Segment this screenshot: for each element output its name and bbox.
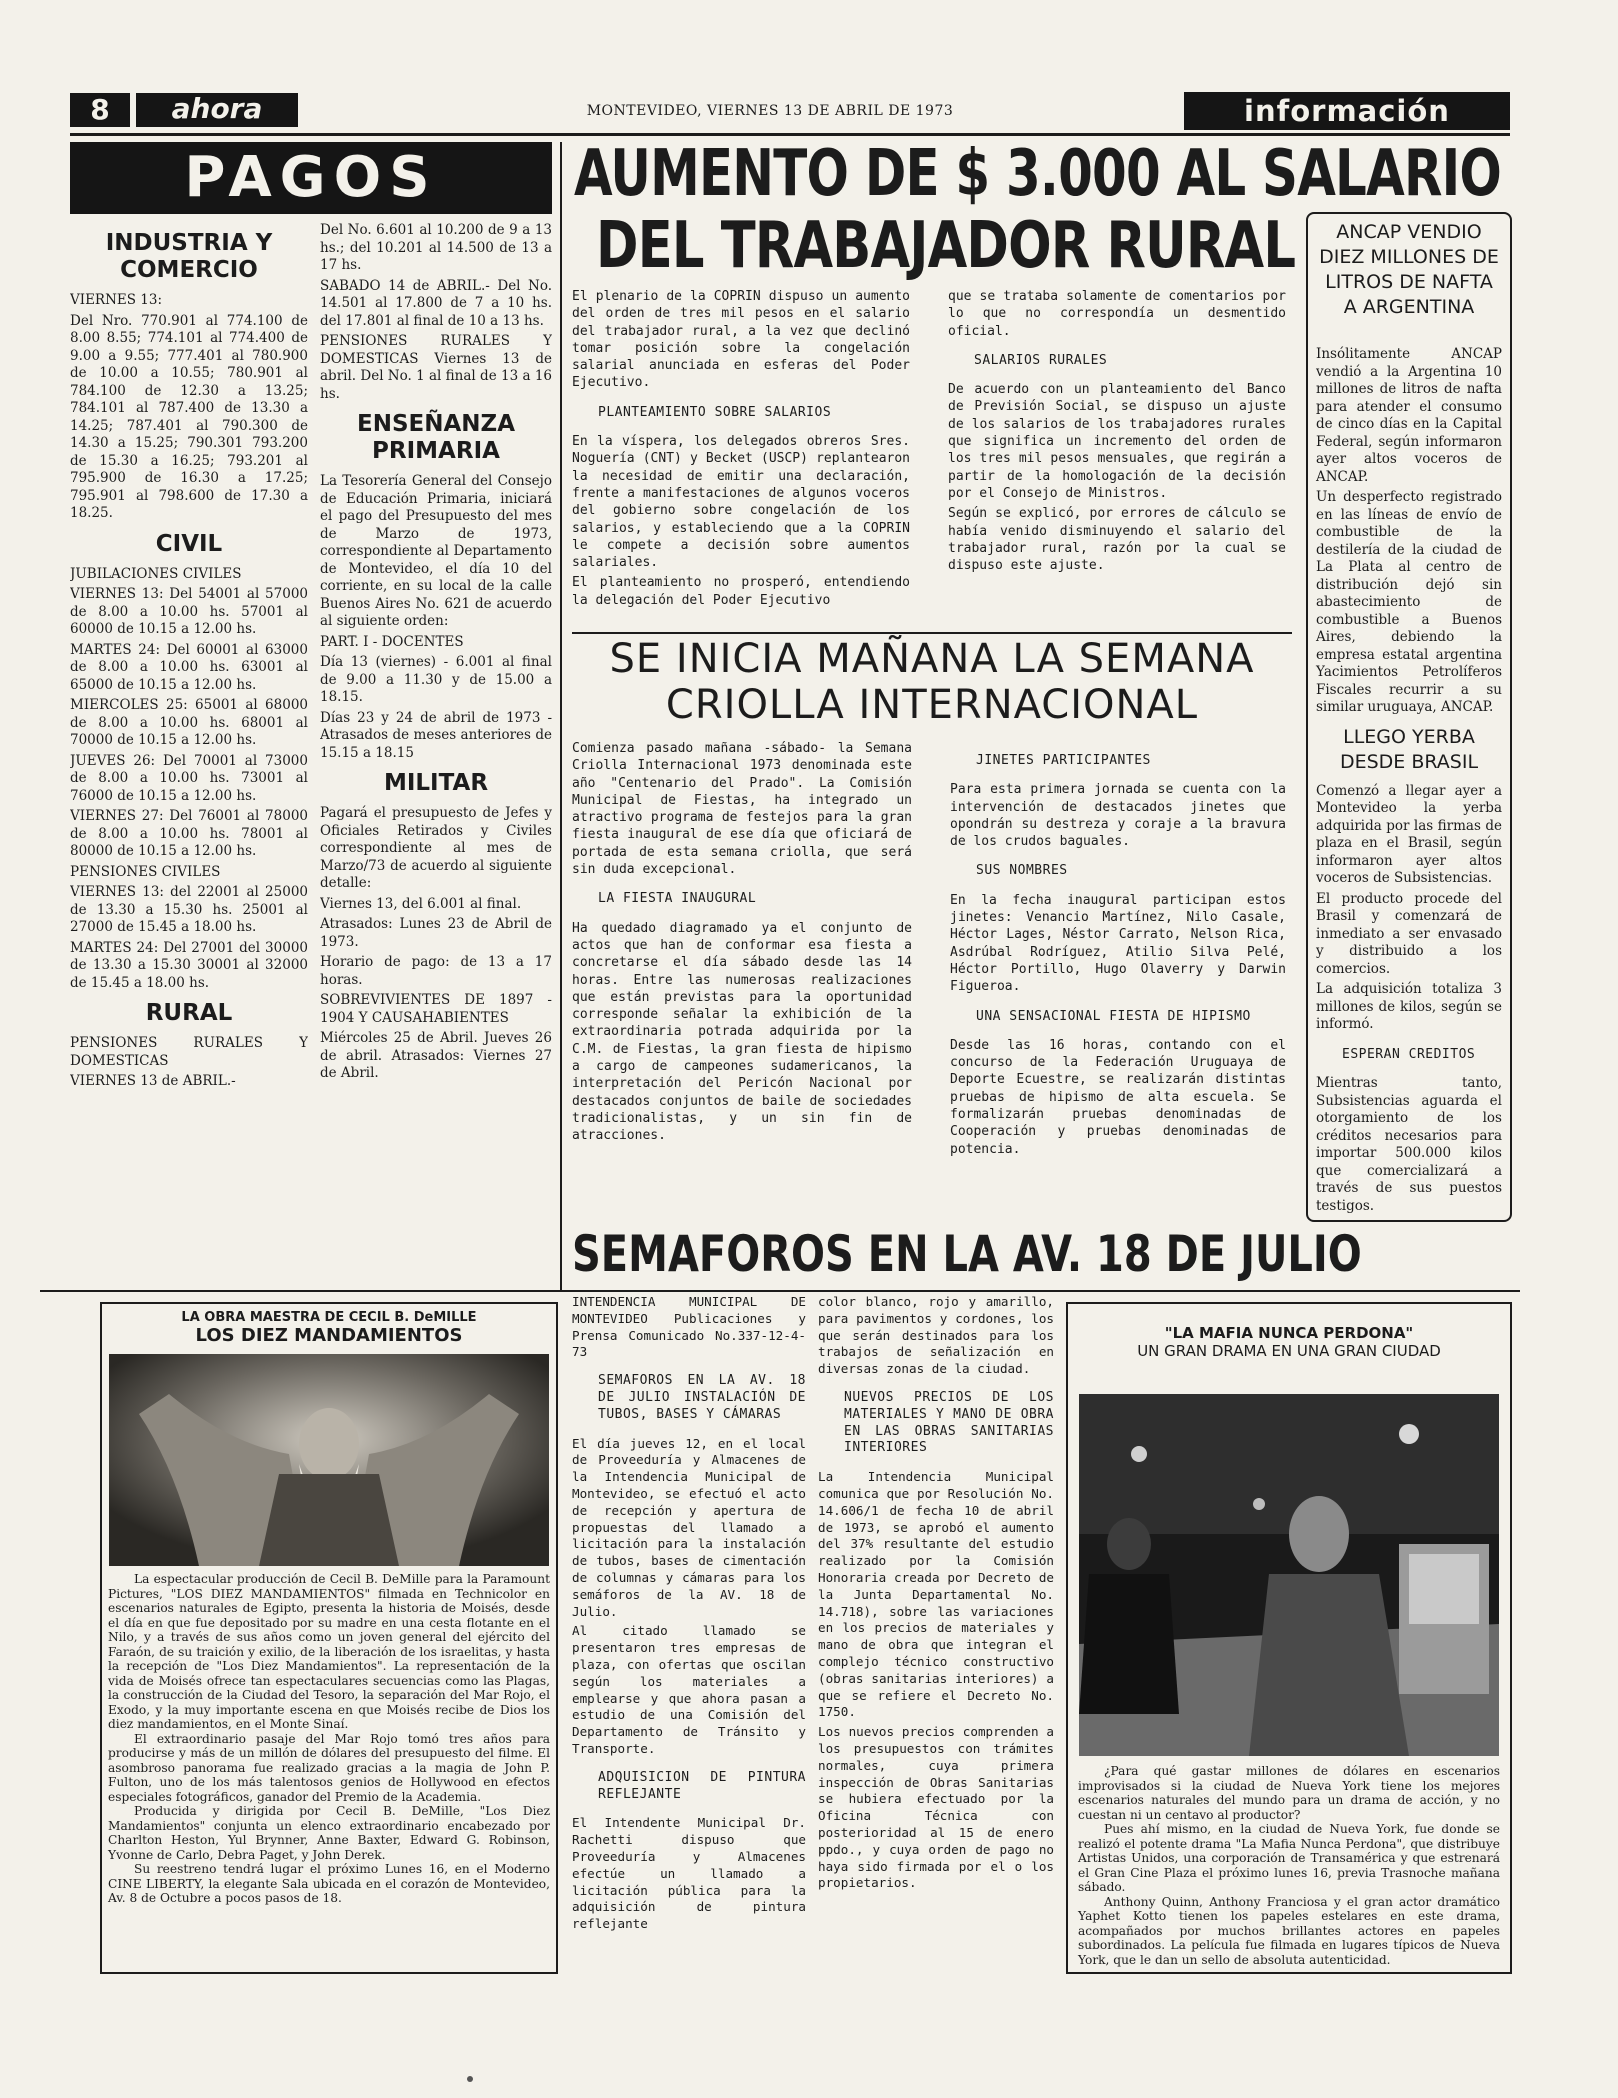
paragraph: VIERNES 27: Del 76001 al 78000 de 8.00 a 10.00 hs. 78001 al 80000 de 10.15 a 12.00 hs. [70, 808, 308, 859]
paragraph: Horario de pago: de 13 a 17 horas. [320, 954, 552, 988]
section-heading: CIVIL [155, 530, 223, 557]
subheading: PLANTEAMIENTO SOBRE SALARIOS [598, 404, 832, 420]
paragraph: color blanco, rojo y amarillo, para pavimentos y cordones, los que serán destinados para los trabajos de señalización en diversas zonas de la ciudad. [818, 1294, 1054, 1377]
section-rule [572, 632, 1292, 634]
paragraph: SOBREVIVIENTES DE 1897 - 1904 Y CAUSAHABIENTES [320, 992, 552, 1026]
caption-paragraph: Su reestreno tendrá lugar el próximo Lunes 16, en el Moderno CINE LIBERTY, la elegante Sala ubicada en el corazón de Montevideo, Av. 8 de Octubre a pocos pasos de 18. [108, 1862, 550, 1905]
caption-paragraph: Pues ahí mismo, en la ciudad de Nueva York, fue donde se realizó el potente drama "La Mafia Nunca Perdona", que distribuye Artistas Unidos, una corporación de Transamérica y que estrenará el Gran Cine Plaza el próximo lunes 16, previa Trasnoche mañana sábado. [1078, 1822, 1500, 1894]
mandamientos-box [100, 1302, 558, 1974]
paragraph: En la fecha inaugural participan estos jinetes: Venancio Martínez, Nilo Casale, Héctor Lages, Néstor Carrato, Nelson Rica, Asdrúbal Rodríguez, Atilio Silva Pelé, Héctor Portillo, Hugo Olaverry y Darwin Figueroa. [950, 892, 1286, 995]
caption-paragraph: ¿Para qué gastar millones de dólares en escenarios improvisados si la ciudad de Nueva York tiene los mejores escenarios naturales del mundo para un drama de acción, y no cuestan ni un centavo al productor? [1078, 1764, 1500, 1822]
subheading: SUS NOMBRES [976, 863, 1068, 879]
paragraph: Días 23 y 24 de abril de 1973 - Atrasados de meses anteriores de 15.15 a 18.15 [320, 709, 552, 761]
semaforos-rule [40, 1290, 1520, 1292]
caption-paragraph: Producida y dirigida por Cecil B. DeMille, "Los Diez Mandamientos" conjunta un elenco extraordinario encabezado por Charlton Heston, Yul Brynner, Anne Baxter, Edward G. Robinson, Yvonne de Carlo, Debra Paget, y John Derek. [108, 1804, 550, 1862]
paragraph: Pagará el presupuesto de Jefes y Oficiales Retirados y Civiles correspondiente al mes de Marzo/73 de acuerdo al siguiente detalle: [320, 805, 552, 891]
section-heading: ENSEÑANZA PRIMARIA [356, 411, 515, 464]
section-heading: RURAL [145, 1000, 233, 1026]
subheading: ADQUISICION DE PINTURA REFLEJANTE [598, 1769, 806, 1802]
paragraph: El Intendente Municipal Dr. Rachetti dispuso que Proveeduría y Almacenes efectúe un llamado a licitación pública para la adquisición de pintura reflejante [572, 1815, 806, 1932]
ancap-box [1306, 212, 1512, 1222]
paragraph: PART. I - DOCENTES [320, 633, 464, 650]
header-rule [70, 133, 1510, 136]
pagos-column-1 [70, 222, 308, 1286]
paragraph: VIERNES 13: Del 54001 al 57000 de 8.00 a 10.00 hs. 57001 al 60000 de 10.15 a 12.00 hs. [70, 586, 308, 637]
paragraph: MARTES 24: Del 60001 al 63000 de 8.00 a 10.00 hs. 63001 al 65000 de 10.15 a 12.00 hs. [70, 641, 308, 693]
brand-logo: ahora [136, 93, 298, 127]
section-heading: MILITAR [383, 770, 489, 796]
subheading: SALARIOS RURALES [974, 352, 1108, 368]
yerba-headline: LLEGO YERBA DESDE BRASIL [1339, 725, 1479, 773]
paragraph: El plenario de la COPRIN dispuso un aumento del orden de tres mil pesos en el salario del trabajador rural, a la vez que declinó tomar posición sobre la congelación salarial anunciada en esferas del Poder Ejecutivo. [572, 289, 910, 391]
section-heading: INDUSTRIA Y COMERCIO [105, 230, 273, 283]
paragraph: Día 13 (viernes) - 6.001 al final de 9.00 a 11.30 y de 15.00 a 18.15. [320, 654, 552, 705]
paragraph: JUBILACIONES CIVILES [70, 565, 242, 582]
paragraph: La adquisición totaliza 3 millones de kilos, según se informó. [1316, 981, 1502, 1032]
aumento-headline-line-1: AUMENTO DE $ 3.000 AL SALARIO [574, 138, 1502, 211]
mafia-kicker: "LA MAFIA NUNCA PERDONA" [1164, 1324, 1414, 1342]
paragraph: JUEVES 26: Del 70001 al 73000 de 8.00 a 10.00 hs. 73001 al 76000 de 10.15 a 12.00 hs. [70, 752, 308, 804]
pagos-banner: PAGOS [70, 142, 552, 214]
yerba-body [1316, 783, 1502, 1216]
ancap-body [1316, 346, 1502, 717]
paragraph: SABADO 14 de ABRIL.- Del No. 14.501 al 17.800 de 7 a 10 hs. del 17.801 al final de 10 a 13 hs. [320, 277, 552, 329]
paragraph: VIERNES 13: [70, 292, 163, 308]
paragraph: De acuerdo con un planteamiento del Banco de Previsión Social, se dispuso un ajuste de los salarios de los trabajadores rurales que significa un incremento del orden de los tres mil pesos mensuales, que regirán a partir de la homologación de la decisión por el Consejo de Ministros. [948, 382, 1286, 501]
pagos-column-2 [320, 222, 552, 1286]
paragraph: Atrasados: Lunes 23 de Abril de 1973. [320, 916, 552, 950]
aumento-headline-line-2: DEL TRABAJADOR RURAL [596, 209, 1296, 283]
aumento-column-2 [948, 288, 1286, 628]
paragraph: PENSIONES CIVILES [70, 863, 221, 880]
caption-paragraph: Anthony Quinn, Anthony Franciosa y el gran actor dramático Yaphet Kotto tienen los papeles estelares en este drama, acompañados por muchos brillantes actores en papeles subordinados. La película fue filmada en lugares típicos de Nueva York, que le dan un sello de absoluta autenticidad. [1078, 1894, 1500, 1967]
paragraph: Del No. 6.601 al 10.200 de 9 a 13 hs.; del 10.201 al 14.500 de 13 a 17 hs. [320, 222, 552, 273]
paragraph: En la víspera, los delegados obreros Sres. Noguería (CNT) y Becket (USCP) replantearon la necesidad de emitir una declaración, frente a manifestaciones de algunos voceros del gobierno sobre congelación de los salarios, y estableciendo que a la COPRIN le compete a decisión sobre aumentos salariales. [572, 434, 910, 571]
criolla-headline-line-1: SE INICIA MAÑANA LA SEMANA [609, 636, 1255, 682]
subheading: JINETES PARTICIPANTES [976, 753, 1151, 768]
paragraph: MARTES 24: Del 27001 del 30000 de 13.30 a 15.30 30001 al 32000 de 15.45 a 18.00 hs. [70, 939, 308, 991]
paragraph: Según se explicó, por errores de cálculo se había venido disminuyendo el salario del trabajador rural, razón por la cual se dispuso este ajuste. [948, 506, 1286, 574]
ancap-headline: ANCAP VENDIO DIEZ MILLONES DE LITROS DE NAFTA A ARGENTINA [1319, 221, 1499, 318]
aumento-column-1 [572, 288, 910, 628]
section-title: información [1184, 92, 1510, 130]
paragraph: Ha quedado diagramado ya el conjunto de actos que han de conformar esa fiesta a concretarse el día sábado desde las 14 horas. Entre las numerosas realizaciones que están previstas para la oportunidad corresponde señalar la exhibición de la extraordinaria potrada adquirida por la C.M. de Fiestas, la gran fiesta de hipismo a cargo de campeones sudamericanos, la interpretación del Pericón Nacional por destacados conjuntos de baile de sociedades tradicionalistas, y un sin fin de atracciones. [572, 920, 912, 1144]
paragraph: Desde las 16 horas, contando con el concurso de la Federación Uruguaya de Deporte Ecuestre, se realizarán distintas pruebas de hipismo de alta escuela. Se formalizarán pruebas denominadas de Cooperación y pruebas denominadas de potencia. [950, 1037, 1286, 1157]
paragraph: VIERNES 13 de ABRIL.- [70, 1073, 236, 1089]
semaforos-headline-text: SEMAFOROS EN LA AV. 18 DE JULIO [572, 1225, 1362, 1283]
criolla-headline-line-2: CRIOLLA INTERNACIONAL [665, 682, 1199, 728]
paragraph: Para esta primera jornada se cuenta con la intervención de destacados jinetes que opondrán su destreza y coraje a la bravura de los crudos baguales. [950, 782, 1286, 850]
mafia-title: UN GRAN DRAMA EN UNA GRAN CIUDAD [1137, 1342, 1441, 1360]
caption-paragraph: La espectacular producción de Cecil B. DeMille para la Paramount Pictures, "LOS DIEZ MANDAMIENTOS" filmada en Technicolor en escenarios naturales de Egipto, presenta la historia de Moisés, desde el día en que fue depositado por su madre en una cesta flotante en el Nilo, y a través de sus años como un joven general del ejército del Faraón, de su traición y exilio, de la liberación de los israelitas, y hasta la recepción de "Los Diez Mandamientos". La representación de la vida de Moisés ofrece tan espectaculares secuencias como las Plagas, la construcción de la Ciudad del Tesoro, la separación del Mar Rojo, el Exodo, y la muy importante escena en que Moisés recibe de Dios los diez mandamientos, en el Monte Sinaí. [108, 1572, 550, 1731]
paragraph: Miércoles 25 de Abril. Jueves 26 de abril. Atrasados: Viernes 27 de Abril. [320, 1030, 552, 1081]
paragraph: Al citado llamado se presentaron tres empresas de plaza, con ofertas que oscilan según los materiales a emplearse y que ahora pasan a estudio de una Comisión del Departamento de Tránsito y Transporte. [572, 1623, 806, 1756]
criolla-headline [572, 636, 1292, 728]
paragraph: MIERCOLES 25: 65001 al 68000 de 8.00 a 10.00 hs. 68001 al 70000 de 10.15 a 12.00 hs. [70, 697, 308, 748]
column-rule [560, 142, 562, 1292]
subheading: LA FIESTA INAUGURAL [598, 891, 757, 907]
page-number: 8 [70, 93, 130, 127]
subheading: SEMAFOROS EN LA AV. 18 DE JULIO INSTALACIÓN DE TUBOS, BASES Y CÁMARAS [598, 1373, 806, 1422]
paragraph: Del Nro. 770.901 al 774.100 de 8.00 8.55; 774.101 al 774.400 de 9.00 a 9.55; 777.401 al 780.900 de 10.00 a 10.55; 780.901 al 784.100 de 12.30 a 13.25; 784.101 al 787.400 de 13.30 a 14.25; 787.401 al 790.300 de 14.30 a 15.25; 790.301 793.200 de 15.30 a 16.25; 793.201 al 795.900 de 16.30 a 17.25; 795.901 al 798.600 de 17.30 a 18.25. [70, 312, 308, 521]
paragraph: La Tesorería General del Consejo de Educación Primaria, iniciará el pago del Presupuesto del mes de Marzo de 1973, correspondiente al Departamento de Montevideo, el día 10 del corriente, en su local de la calle Buenos Aires No. 621 de acuerdo al siguiente orden: [320, 473, 552, 629]
paragraph: Los nuevos precios comprenden a los presupuestos con trámites normales, cuya primera inspección de Obras Sanitarias se hubiera efectuado por la Oficina Técnica con posterioridad al 15 de enero ppdo., y cuya orden de pago no haya sido firmada por el o los propietarios. [818, 1724, 1054, 1891]
mandamientos-kicker: LA OBRA MAESTRA DE CECIL B. DeMILLE [181, 1310, 477, 1325]
paragraph: El planteamiento no prosperó, entendiendo la delegación del Poder Ejecutivo [572, 575, 910, 608]
subheading: NUEVOS PRECIOS DE LOS MATERIALES Y MANO DE OBRA EN LAS OBRAS SANITARIAS INTERIORES [844, 1389, 1054, 1456]
semaforos-headline [572, 1224, 1512, 1284]
subheading: ESPERAN CREDITOS [1342, 1046, 1476, 1062]
paragraph: que se trataba solamente de comentarios por lo que no correspondía un desmentido oficial. [948, 289, 1286, 339]
mandamientos-title: LOS DIEZ MANDAMIENTOS [195, 1325, 463, 1346]
paragraph: Mientras tanto, Subsistencias aguarda el otorgamiento de los créditos necesarios para importar 500.000 kilos que comercializará a través de sus puestos testigos. [1316, 1075, 1502, 1214]
paragraph: La Intendencia Municipal comunica que por Resolución No. 14.606/1 de fecha 10 de abril de 1973, se aprobó el aumento del 37% resultante del estudio realizado por la Comisión Honoraria creada por Decreto de la Junta Departamental No. 14.718), sobre las variaciones en los precios de materiales y mano de obra que integran el complejo técnico constructivo (obras sanitarias interiores) a que se refiere el Decreto No. 1750. [818, 1469, 1054, 1720]
subheading: UNA SENSACIONAL FIESTA DE HIPISMO [976, 1008, 1251, 1024]
paragraph: Comienza pasado mañana -sábado- la Semana Criolla Internacional 1973 denominada este año "Centenario del Prado". La Comisión Municipal de Fiestas, ha integrado un atractivo programa de festejos para la gran fiesta inaugural de ese día que oficiará de portada de esta semana criolla, que será sin duda excepcional. [572, 741, 912, 878]
mafia-caption [1078, 1764, 1500, 1967]
caption-paragraph: El extraordinario pasaje del Mar Rojo tomó tres años para producirse y más de un millón de dólares del presupuesto del filme. El asombroso panorama fue realizado gracias a la magia de John P. Fulton, uno de los más talentosos genios de Hollywood en efectos especiales fotográficos, ganador del Premio de la Academia. [108, 1731, 550, 1804]
paragraph: Viernes 13, del 6.001 al final. [320, 895, 522, 912]
mafia-box [1066, 1302, 1512, 1974]
moses-photo [109, 1354, 549, 1566]
paragraph: Comenzó a llegar ayer a Montevideo la yerba adquirida por las firmas de plaza en el Brasil, según informaron ayer altos voceros de Subsistencias. [1316, 782, 1502, 886]
mandamientos-caption [108, 1572, 550, 1906]
paragraph: El día jueves 12, en el local de Proveeduría y Almacenes de la Intendencia Municipal de Montevideo, se efectuó el acto de recepción y apertura de propuestas del llamado a licitación para la instalación de tubos, bases de cimentación de columnas y cámaras para los semáforos de la AV. 18 de Julio. [572, 1435, 806, 1619]
criolla-column-2 [950, 740, 1286, 1222]
criolla-column-1 [572, 740, 912, 1222]
paragraph: PENSIONES RURALES Y DOMESTICAS [70, 1035, 308, 1069]
paragraph: PENSIONES RURALES Y DOMESTICAS Viernes 13 de abril. Del No. 1 al final de 13 a 16 hs. [320, 333, 552, 402]
paragraph: Insólitamente ANCAP vendió a la Argentina 10 millones de litros de nafta para atender el consumo de cinco días en la Capital Federal, según informaron ayer altos voceros de ANCAP. [1316, 346, 1502, 485]
paragraph: INTENDENCIA MUNICIPAL DE MONTEVIDEO Publicaciones y Prensa Comunicado No.337-12-4-73 [572, 1294, 806, 1360]
semaforos-column-1 [572, 1294, 806, 1974]
page-mark [467, 2076, 473, 2082]
paragraph: El producto procede del Brasil y comenzará de inmediato a ser envasado y distribuido a los comercios. [1316, 890, 1502, 977]
paragraph: VIERNES 13: del 22001 al 25000 de 13.30 a 15.30 hs. 25001 al 27000 de 15.45 a 18.00 hs. [70, 884, 308, 935]
semaforos-column-2 [818, 1294, 1054, 1974]
paragraph: Un desperfecto registrado en las líneas de envío de combustible de la destilería de la ciudad de La Plata al centro de distribución dejó sin abastecimiento de combustible a Buenos Aires, debiendo la empresa estatal argentina Yacimientos Petrolíferos Fiscales recurrir a su similar uruguaya, ANCAP. [1316, 489, 1502, 715]
dateline: MONTEVIDEO, VIERNES 13 DE ABRIL DE 1973 [586, 103, 954, 119]
mafia-photo [1079, 1394, 1499, 1756]
